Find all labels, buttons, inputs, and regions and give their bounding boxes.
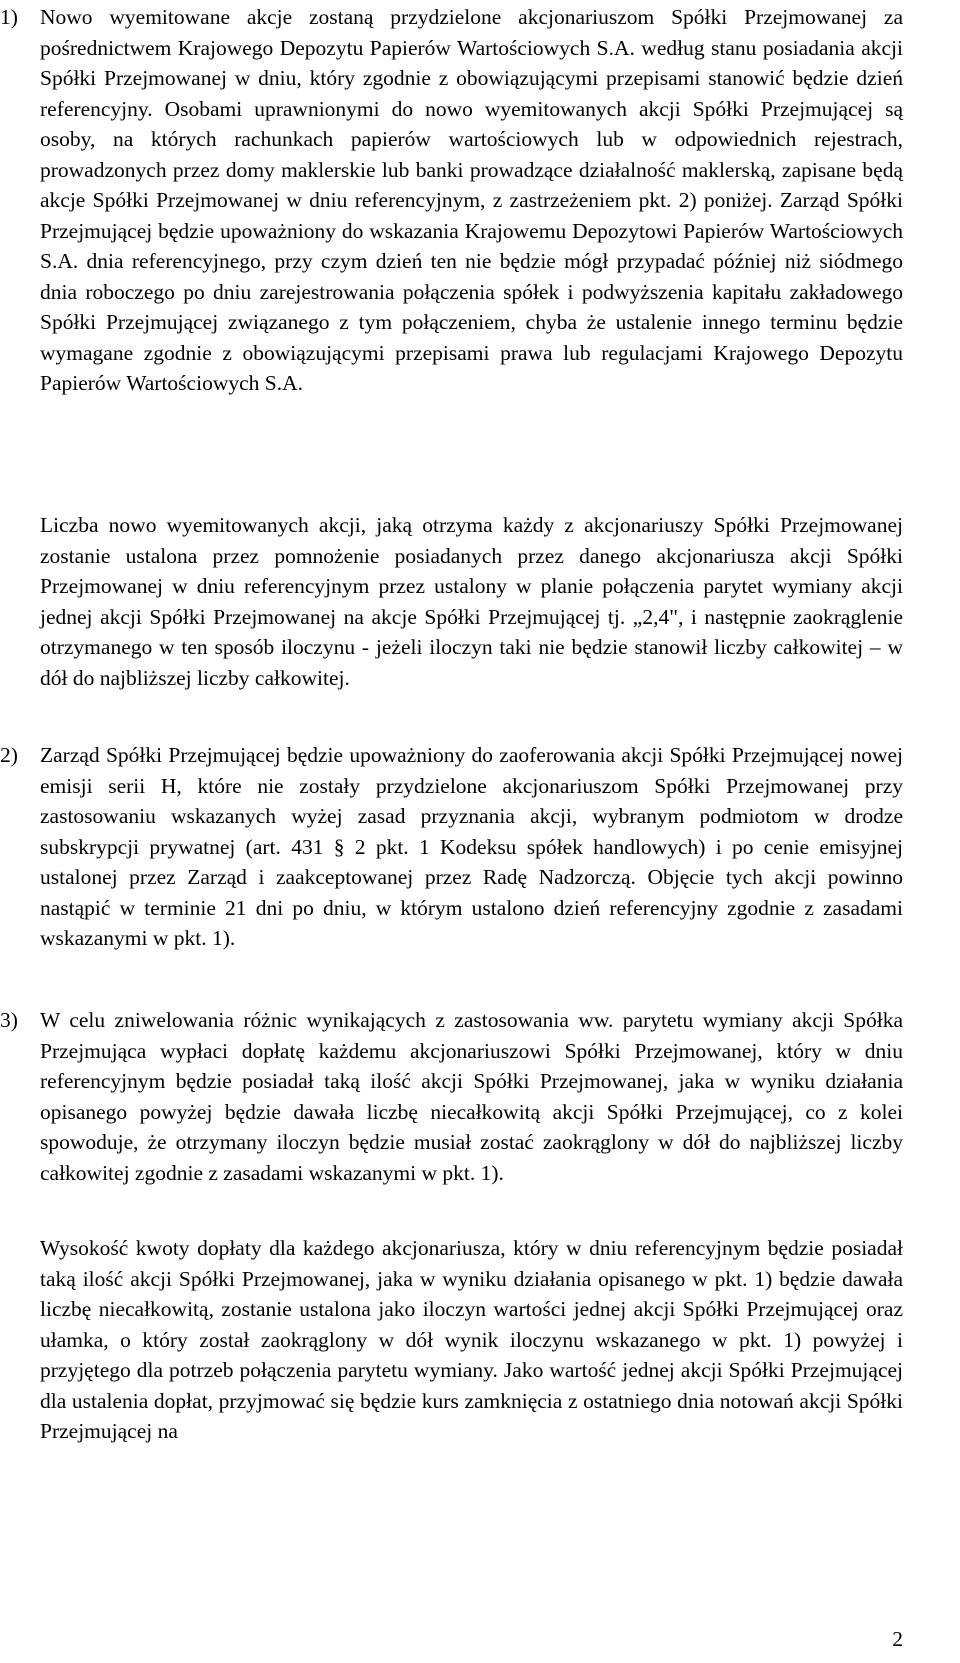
list-item-1-paragraph-2 [40,510,903,693]
list-item-2 [0,740,903,954]
list-item-number: 1) [0,5,18,29]
list-item-number: 3) [0,1008,18,1032]
list-item-text: Zarząd Spółki Przejmującej będzie upoważniony do zaoferowania akcji Spółki Przejmującej nowej emisji serii H, które nie zostały przydzielone akcjonariuszom Spółki Przejmowanej przy zastosowaniu wskazanych wyżej zasad przyznania akcji, wybranym podmiotom w drodze subskrypcji prywatnej (art. 431 § 2 pkt. 1 Kodeksu spółek handlowych) i po cenie emisyjnej ustalonej przez Zarząd i zaakceptowanej przez Radę Nadzorczą. Objęcie tych akcji powinno nastąpić w terminie 21 dni po dniu, w którym ustalono dzień referencyjny zgodnie z zasadami wskazanymi w pkt. 1). [40,743,903,950]
list-item-3 [0,1005,903,1188]
paragraph-text: Liczba nowo wyemitowanych akcji, jaką otrzyma każdy z akcjonariuszy Spółki Przejmowanej zostanie ustalona przez pomnożenie posiadanych przez danego akcjonariusza akcji Spółki Przejmowanej w dniu referencyjnym przez ustalony w planie połączenia parytet wymiany akcji jednej akcji Spółki Przejmowanej na akcje Spółki Przejmującej tj. „2,4", i następnie zaokrąglenie otrzymanego w ten sposób iloczynu - jeżeli iloczyn taki nie będzie stanowił liczby całkowitej – w dół do najbliższej liczby całkowitej. [40,513,903,690]
page-number: 2 [892,1627,903,1651]
list-item-number: 2) [0,743,18,767]
paragraph-text: Wysokość kwoty dopłaty dla każdego akcjonariusza, który w dniu referencyjnym będzie posiadał taką ilość akcji Spółki Przejmowanej, jaka w wyniku działania opisanego w pkt. 1) będzie dawała liczbę niecałkowitą, zostanie ustalona jako iloczyn wartości jednej akcji Spółki Przejmującej oraz ułamka, o który został zaokrąglony w dół wynik iloczynu wskazanego w pkt. 1) powyżej i przyjętego dla potrzeb połączenia parytetu wymiany. Jako wartość jednej akcji Spółki Przejmującej dla ustalenia dopłat, przyjmować się będzie kurs zamknięcia z ostatniego dnia notowań akcji Spółki Przejmującej na [40,1236,903,1443]
list-item-text: Nowo wyemitowane akcje zostaną przydzielone akcjonariuszom Spółki Przejmowanej za pośrednictwem Krajowego Depozytu Papierów Wartościowych S.A. według stanu posiadania akcji Spółki Przejmowanej w dniu, który zgodnie z obowiązującymi przepisami stanowić będzie dzień referencyjny. Osobami uprawnionymi do nowo wyemitowanych akcji Spółki Przejmującej są osoby, na których rachunkach papierów wartościowych lub w odpowiednich rejestrach, prowadzonych przez domy maklerskie lub banki prowadzące działalność maklerską, zapisane będą akcje Spółki Przejmowanej w dniu referencyjnym, z zastrzeżeniem pkt. 2) poniżej. Zarząd Spółki Przejmującej będzie upoważniony do wskazania Krajowemu Depozytowi Papierów Wartościowych S.A. dnia referencyjnego, przy czym dzień ten nie będzie mógł przypadać później niż siódmego dnia roboczego po dniu zarejestrowania połączenia spółek i podwyższenia kapitału zakładowego Spółki Przejmującej związanego z tym połączeniem, chyba że ustalenie innego terminu będzie wymagane zgodnie z obowiązującymi przepisami prawa lub regulacjami Krajowego Depozytu Papierów Wartościowych S.A. [40,5,903,395]
list-item-3-paragraph-2 [40,1233,903,1447]
list-item-text: W celu zniwelowania różnic wynikających z zastosowania ww. parytetu wymiany akcji Spółka Przejmująca wypłaci dopłatę każdemu akcjonariuszowi Spółki Przejmowanej, który w dniu referencyjnym będzie posiadał taką ilość akcji Spółki Przejmowanej, jaka w wyniku działania opisanego powyżej będzie dawała liczbę niecałkowitą akcji Spółki Przejmującej, co z kolei spowoduje, że otrzymany iloczyn będzie musiał zostać zaokrąglony w dół do najbliższej liczby całkowitej zgodnie z zasadami wskazanymi w pkt. 1). [40,1008,903,1185]
list-item-1 [0,2,903,399]
